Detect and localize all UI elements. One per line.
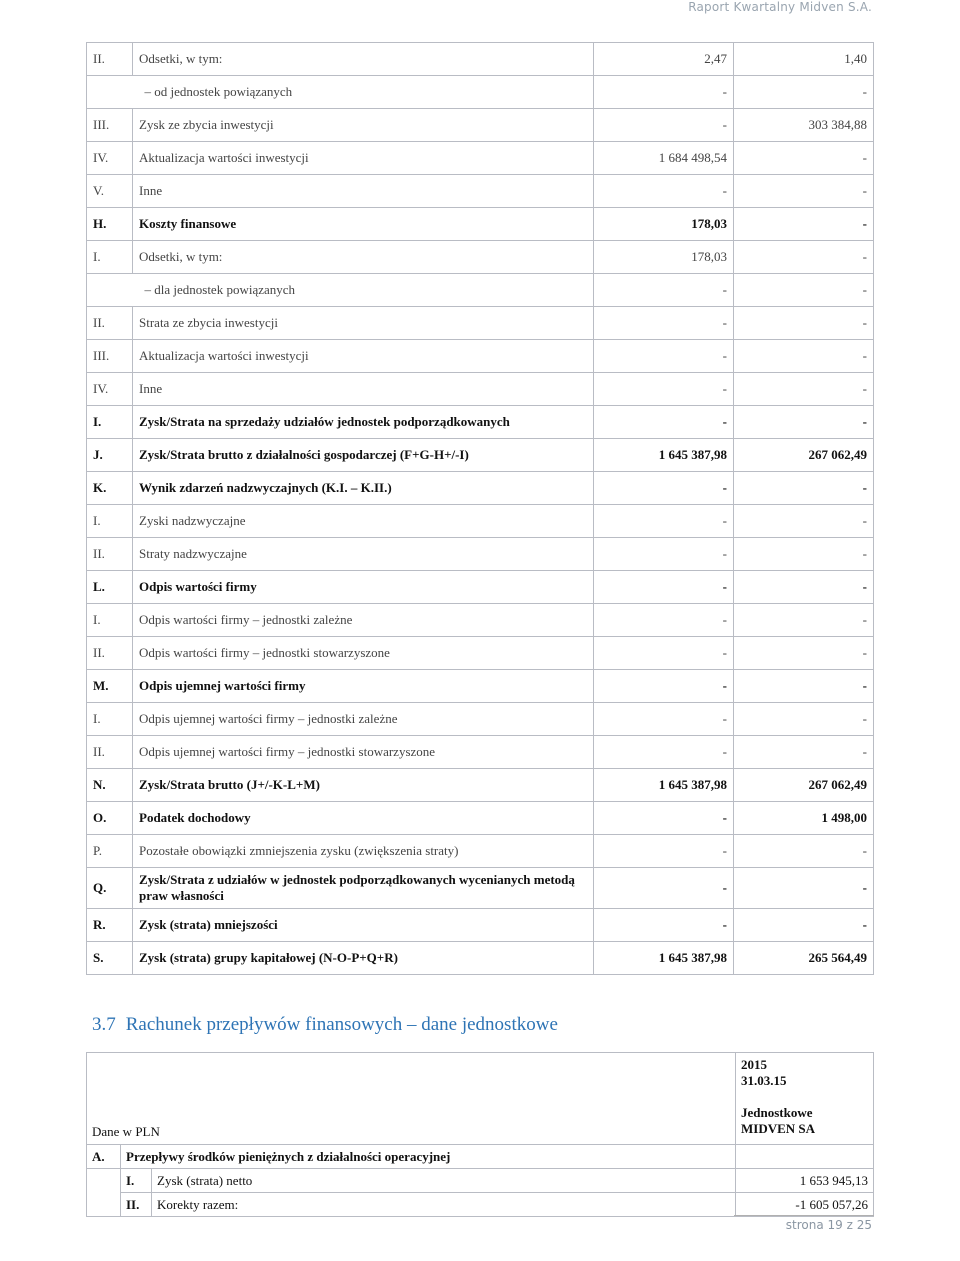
table-row	[87, 637, 874, 670]
row-label: Aktualizacja wartości inwestycji	[133, 142, 594, 175]
row-code: J.	[87, 439, 133, 472]
row-code: N.	[87, 769, 133, 802]
row-code: M.	[87, 670, 133, 703]
row-value-previous: -	[734, 670, 874, 703]
row-code: II.	[121, 1193, 152, 1217]
row-label: Odpis wartości firmy – jednostki stowarzyszone	[133, 637, 594, 670]
table-row	[87, 802, 874, 835]
table-row	[87, 472, 874, 505]
row-value-current: -	[594, 703, 734, 736]
row-label: Aktualizacja wartości inwestycji	[133, 340, 594, 373]
table-row	[87, 571, 874, 604]
cash-flow-row	[87, 1169, 874, 1193]
row-value: -1 605 057,26	[736, 1193, 874, 1217]
row-code: S.	[87, 942, 133, 975]
row-code: IV.	[87, 142, 133, 175]
table-row	[87, 241, 874, 274]
row-label: Zysk/Strata z udziałów w jednostek podporządkowanych wycenianych metodą praw własności	[133, 868, 594, 909]
row-spacer	[87, 1193, 121, 1217]
row-value-current: -	[594, 736, 734, 769]
row-label: Wynik zdarzeń nadzwyczajnych (K.I. – K.II.)	[133, 472, 594, 505]
row-label: Odpis ujemnej wartości firmy – jednostki stowarzyszone	[133, 736, 594, 769]
row-value-previous: 267 062,49	[734, 439, 874, 472]
section-value	[736, 1145, 874, 1169]
row-value-previous: -	[734, 241, 874, 274]
cash-flow-row	[87, 1193, 874, 1217]
row-value-previous: -	[734, 571, 874, 604]
row-label: Pozostałe obowiązki zmniejszenia zysku (zwiększenia straty)	[133, 835, 594, 868]
column-header	[736, 1053, 874, 1145]
row-value-current: -	[594, 373, 734, 406]
row-label: Zysk ze zbycia inwestycji	[133, 109, 594, 142]
row-value-previous: -	[734, 76, 874, 109]
row-label: Korekty razem:	[152, 1193, 736, 1217]
table-row	[87, 373, 874, 406]
row-value-previous: -	[734, 472, 874, 505]
row-spacer	[87, 1169, 121, 1193]
row-code: I.	[87, 505, 133, 538]
column-year: 2015	[741, 1057, 767, 1072]
table-row	[87, 670, 874, 703]
section-label: Przepływy środków pieniężnych z działalności operacyjnej	[121, 1145, 736, 1169]
row-value-current: -	[594, 76, 734, 109]
table-row	[87, 274, 874, 307]
row-label: Inne	[133, 373, 594, 406]
table-row	[87, 43, 874, 76]
row-value-previous: -	[734, 373, 874, 406]
row-value-previous: -	[734, 406, 874, 439]
row-value-previous: -	[734, 340, 874, 373]
row-value-previous: -	[734, 868, 874, 909]
row-value-previous: -	[734, 835, 874, 868]
row-value-previous: -	[734, 142, 874, 175]
row-value-previous: -	[734, 274, 874, 307]
row-value-current: -	[594, 175, 734, 208]
table-row	[87, 538, 874, 571]
row-label: Strata ze zbycia inwestycji	[133, 307, 594, 340]
row-label: Odsetki, w tym:	[133, 43, 594, 76]
row-code: V.	[87, 175, 133, 208]
row-label: Zysk (strata) mniejszości	[133, 909, 594, 942]
table-row	[87, 942, 874, 975]
row-code: O.	[87, 802, 133, 835]
row-code: II.	[87, 538, 133, 571]
row-value: 1 653 945,13	[736, 1169, 874, 1193]
row-value-current: -	[594, 670, 734, 703]
row-code: II.	[87, 307, 133, 340]
table-row	[87, 604, 874, 637]
row-value-previous: -	[734, 505, 874, 538]
row-label: Zysk/Strata brutto z działalności gospodarczej (F+G-H+/-I)	[133, 439, 594, 472]
row-value-previous: -	[734, 604, 874, 637]
column-type: Jednostkowe	[741, 1105, 813, 1120]
table-row	[87, 505, 874, 538]
row-value-previous: -	[734, 208, 874, 241]
row-label: Inne	[133, 175, 594, 208]
row-value-current: 1 645 387,98	[594, 769, 734, 802]
row-value-current: -	[594, 637, 734, 670]
row-value-previous: 1 498,00	[734, 802, 874, 835]
row-value-current: -	[594, 538, 734, 571]
row-value-current: -	[594, 340, 734, 373]
section-number: 3.7	[92, 1014, 116, 1035]
row-label: – dla jednostek powiązanych	[133, 274, 594, 307]
row-label: Koszty finansowe	[133, 208, 594, 241]
row-code: H.	[87, 208, 133, 241]
cash-flow-header-row	[87, 1053, 874, 1145]
table-row	[87, 175, 874, 208]
unit-label: Dane w PLN	[87, 1053, 736, 1145]
row-label: Zysk/Strata brutto (J+/-K-L+M)	[133, 769, 594, 802]
table-row	[87, 340, 874, 373]
row-label: Odpis wartości firmy	[133, 571, 594, 604]
row-value-previous: -	[734, 538, 874, 571]
row-code: R.	[87, 909, 133, 942]
row-value-previous: 303 384,88	[734, 109, 874, 142]
row-code	[87, 274, 133, 307]
table-row	[87, 109, 874, 142]
row-code: I.	[87, 406, 133, 439]
row-code: II.	[87, 637, 133, 670]
row-value-current: -	[594, 307, 734, 340]
row-value-current: -	[594, 109, 734, 142]
row-label: Podatek dochodowy	[133, 802, 594, 835]
row-value-previous: 267 062,49	[734, 769, 874, 802]
section-heading: Rachunek przepływów finansowych – dane jednostkowe	[125, 1014, 558, 1035]
table-row	[87, 76, 874, 109]
row-value-previous: -	[734, 637, 874, 670]
row-value-current: 178,03	[594, 208, 734, 241]
table-row	[87, 909, 874, 942]
page-number: strona 19 z 25	[785, 1218, 872, 1232]
table-row	[87, 142, 874, 175]
table-row	[87, 703, 874, 736]
row-value-current: -	[594, 505, 734, 538]
row-value-current: -	[594, 571, 734, 604]
section-code: A.	[87, 1145, 121, 1169]
row-value-current: 1 645 387,98	[594, 439, 734, 472]
row-code: III.	[87, 340, 133, 373]
footer-divider	[734, 1215, 874, 1216]
column-company: MIDVEN SA	[741, 1121, 816, 1136]
row-label: – od jednostek powiązanych	[133, 76, 594, 109]
column-date: 31.03.15	[741, 1073, 787, 1088]
row-value-current: -	[594, 472, 734, 505]
table-row	[87, 835, 874, 868]
row-code: P.	[87, 835, 133, 868]
row-code: I.	[87, 241, 133, 274]
row-label: Zysk (strata) netto	[152, 1169, 736, 1193]
row-label: Zysk/Strata na sprzedaży udziałów jednostek podporządkowanych	[133, 406, 594, 439]
row-value-previous: -	[734, 703, 874, 736]
table-row	[87, 307, 874, 340]
row-code: I.	[87, 703, 133, 736]
table-row	[87, 736, 874, 769]
row-value-previous: 1,40	[734, 43, 874, 76]
row-value-previous: 265 564,49	[734, 942, 874, 975]
row-code	[87, 76, 133, 109]
table-row	[87, 439, 874, 472]
section-title	[92, 1014, 558, 1036]
row-value-current: 1 645 387,98	[594, 942, 734, 975]
row-value-current: 2,47	[594, 43, 734, 76]
row-value-previous: -	[734, 909, 874, 942]
table-row	[87, 208, 874, 241]
row-label: Odpis wartości firmy – jednostki zależne	[133, 604, 594, 637]
row-label: Odsetki, w tym:	[133, 241, 594, 274]
row-label: Odpis ujemnej wartości firmy	[133, 670, 594, 703]
row-label: Odpis ujemnej wartości firmy – jednostki zależne	[133, 703, 594, 736]
row-code: II.	[87, 736, 133, 769]
row-value-current: -	[594, 406, 734, 439]
row-value-current: -	[594, 909, 734, 942]
row-code: L.	[87, 571, 133, 604]
row-value-previous: -	[734, 175, 874, 208]
row-label: Straty nadzwyczajne	[133, 538, 594, 571]
row-code: I.	[87, 604, 133, 637]
row-value-current: 178,03	[594, 241, 734, 274]
row-value-current: -	[594, 868, 734, 909]
row-code: Q.	[87, 868, 133, 909]
row-value-current: 1 684 498,54	[594, 142, 734, 175]
row-code: IV.	[87, 373, 133, 406]
row-value-current: -	[594, 604, 734, 637]
row-label: Zyski nadzwyczajne	[133, 505, 594, 538]
row-code: II.	[87, 43, 133, 76]
table-row	[87, 769, 874, 802]
row-label: Zysk (strata) grupy kapitałowej (N-O-P+Q+R)	[133, 942, 594, 975]
row-code: I.	[121, 1169, 152, 1193]
table-row	[87, 406, 874, 439]
cash-flow-section-row	[87, 1145, 874, 1169]
report-header: Raport Kwartalny Midven S.A.	[688, 0, 872, 14]
income-statement-table	[86, 42, 874, 975]
row-value-current: -	[594, 274, 734, 307]
cash-flow-table	[86, 1052, 874, 1217]
row-code: III.	[87, 109, 133, 142]
table-row	[87, 868, 874, 909]
row-value-previous: -	[734, 307, 874, 340]
row-value-current: -	[594, 802, 734, 835]
row-value-current: -	[594, 835, 734, 868]
row-value-previous: -	[734, 736, 874, 769]
row-code: K.	[87, 472, 133, 505]
